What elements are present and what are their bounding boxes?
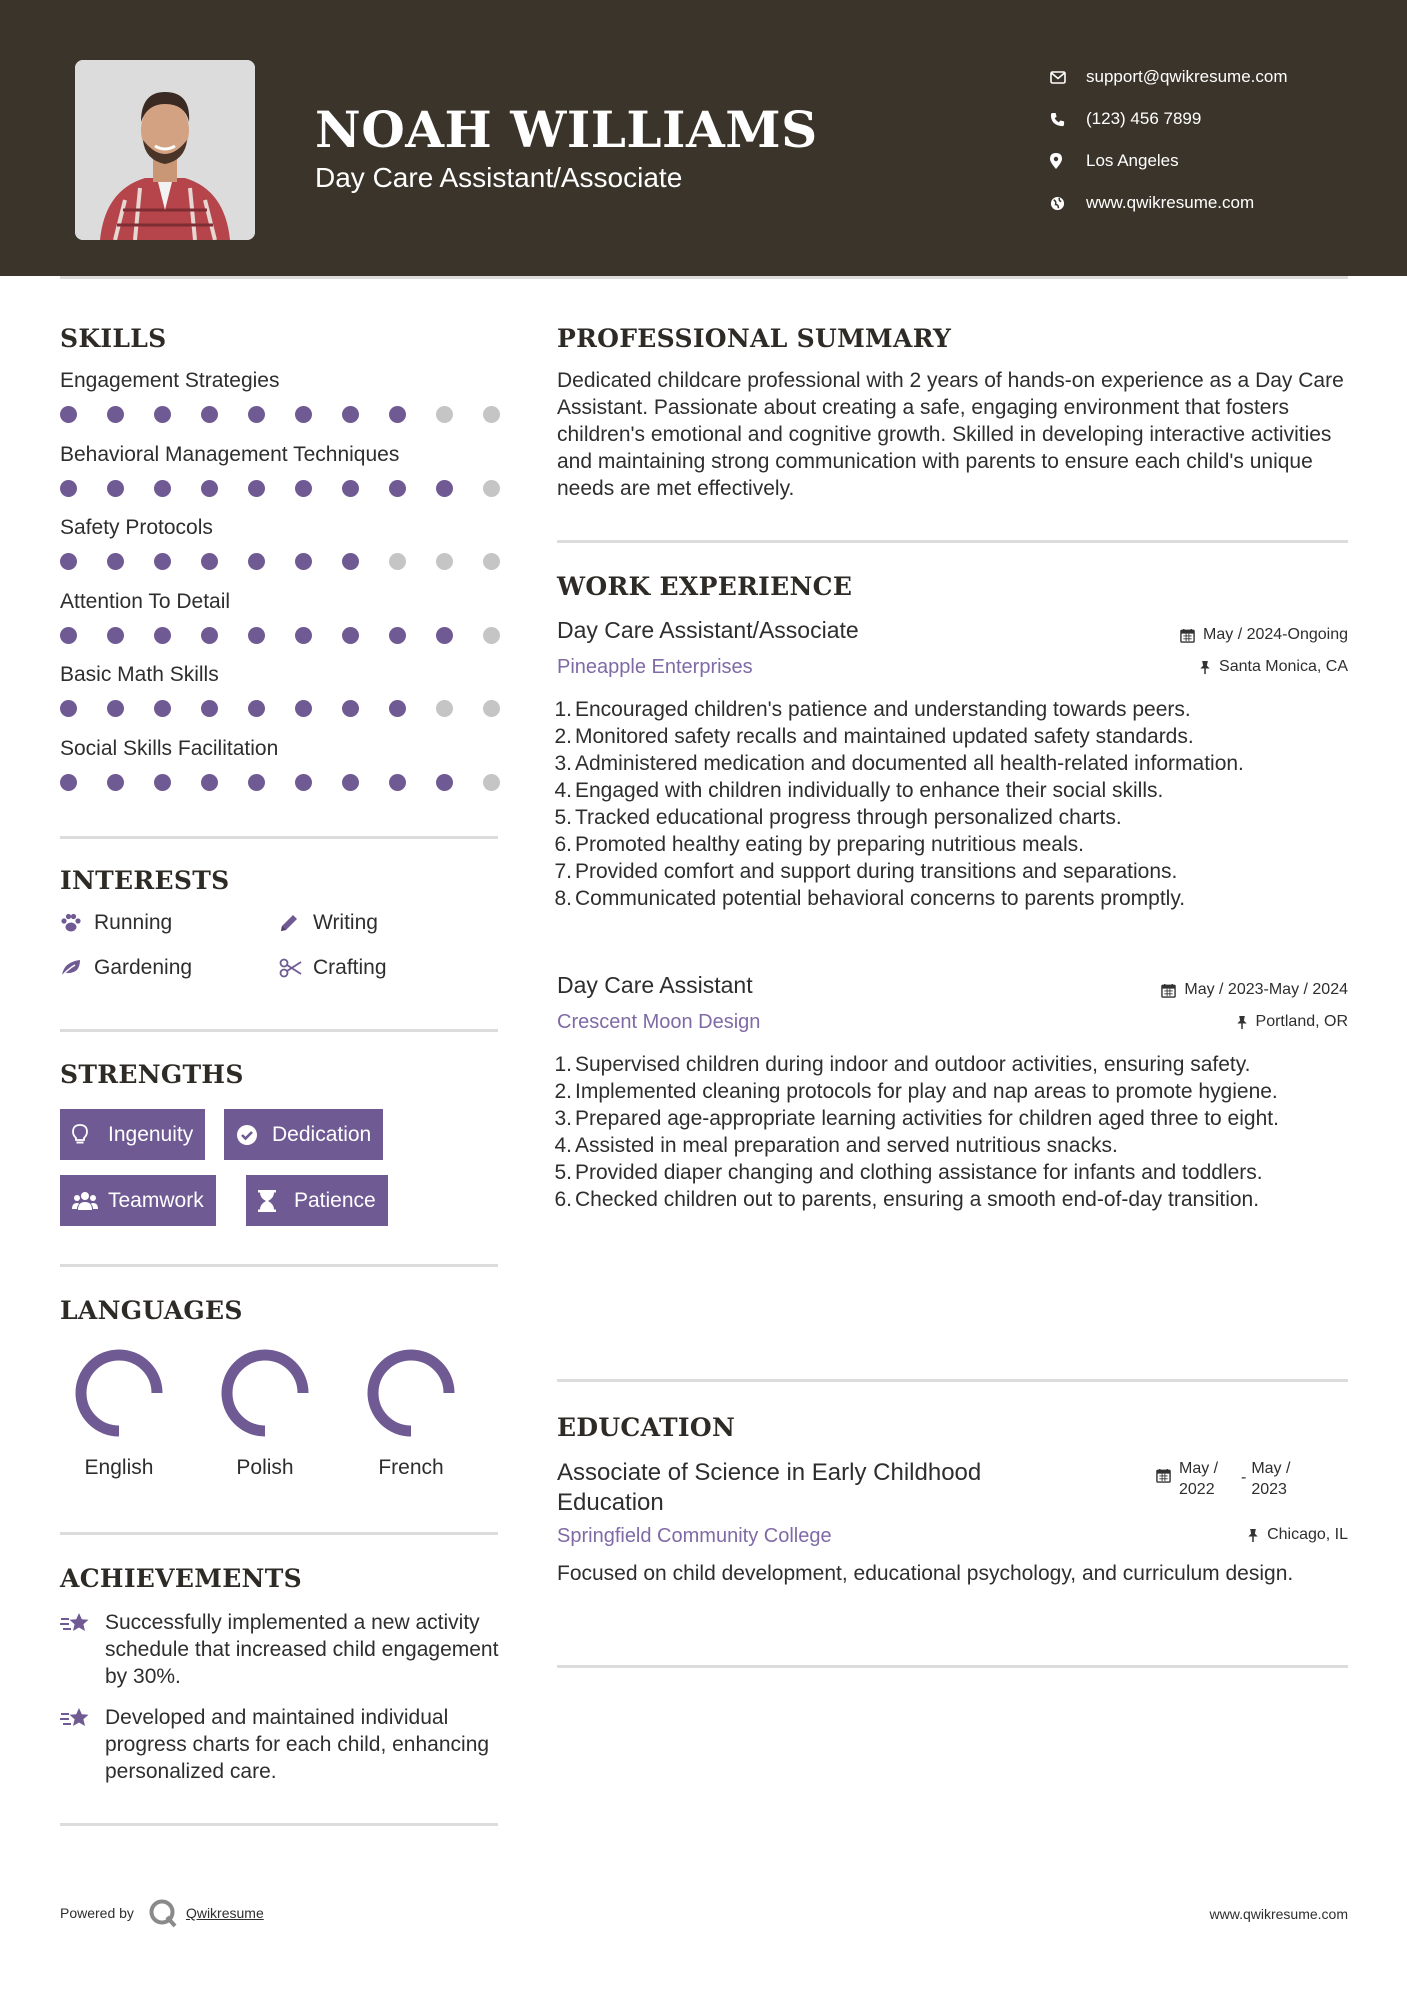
scissors-icon xyxy=(279,958,313,978)
rating-dot-filled xyxy=(201,480,218,497)
rating-dot-filled xyxy=(154,700,171,717)
strength-badge-patience xyxy=(246,1175,388,1226)
language-label: French xyxy=(378,1456,444,1479)
responsibility-text: Implemented cleaning protocols for play and nap areas to promote hygiene. xyxy=(575,1080,1278,1103)
strengths-heading: STRENGTHS xyxy=(60,1060,244,1089)
header-divider xyxy=(60,276,1348,279)
rating-dot-filled xyxy=(248,553,265,570)
strength-badge-ingenuity xyxy=(60,1109,205,1160)
rating-dot-filled xyxy=(60,700,77,717)
rating-dot-filled xyxy=(436,774,453,791)
responsibility-text: Tracked educational progress through personalized charts. xyxy=(575,806,1122,829)
education-description: Focused on child development, educational psychology, and curriculum design. xyxy=(557,1562,1294,1585)
rating-dot-filled xyxy=(107,553,124,570)
rating-dot-filled xyxy=(201,553,218,570)
skill-name: Social Skills Facilitation xyxy=(60,737,279,760)
rating-dot-empty xyxy=(483,480,500,497)
rating-dot-filled xyxy=(295,700,312,717)
language-gauge xyxy=(366,1348,456,1438)
rating-dot-filled xyxy=(248,700,265,717)
responsibility-text: Prepared age-appropriate learning activities for children aged three to eight. xyxy=(575,1107,1279,1130)
rating-dot-filled xyxy=(389,774,406,791)
rating-dot-filled xyxy=(389,700,406,717)
rating-dot-filled xyxy=(154,553,171,570)
skill-rating xyxy=(60,774,500,791)
responsibility-text: Provided comfort and support during transitions and separations. xyxy=(575,860,1178,883)
users-icon xyxy=(72,1191,100,1211)
achievement-item xyxy=(60,1609,500,1690)
responsibility-text: Administered medication and documented all health-related information. xyxy=(575,752,1244,775)
header-banner xyxy=(0,0,1407,276)
experience-divider xyxy=(557,1379,1348,1382)
language-gauge xyxy=(220,1348,310,1438)
pencil-icon xyxy=(279,913,313,933)
language-item xyxy=(356,1348,466,1480)
rating-dot-filled xyxy=(201,700,218,717)
responsibility-text: Supervised children during indoor and outdoor activities, ensuring safety. xyxy=(575,1053,1251,1076)
qwikresume-link[interactable]: Qwikresume xyxy=(185,1905,264,1921)
rating-dot-filled xyxy=(107,700,124,717)
rating-dot-filled xyxy=(60,627,77,644)
rating-dot-filled xyxy=(389,480,406,497)
responsibility-item xyxy=(550,723,1360,750)
rating-dot-filled xyxy=(342,480,359,497)
job-dates xyxy=(1161,981,1348,999)
job-dates-text: May / 2023-May / 2024 xyxy=(1184,981,1348,998)
rating-dot-filled xyxy=(60,406,77,423)
rating-dot-filled xyxy=(60,774,77,791)
powered-by-label: Powered by xyxy=(60,1905,134,1921)
company-name: Pineapple Enterprises xyxy=(557,656,753,678)
list-number: 7. xyxy=(554,860,572,883)
calendar-icon xyxy=(1180,628,1195,643)
rating-dot-empty xyxy=(436,553,453,570)
skill-name: Safety Protocols xyxy=(60,516,213,539)
rating-dot-filled xyxy=(295,406,312,423)
job-title: Day Care Assistant xyxy=(557,972,753,998)
education-school: Springfield Community College xyxy=(557,1525,832,1547)
responsibility-text: Assisted in meal preparation and served nutritious snacks. xyxy=(575,1134,1118,1157)
job-responsibilities xyxy=(550,1051,1360,1213)
date-separator: - xyxy=(1241,1469,1247,1486)
phone-icon xyxy=(1050,112,1086,127)
contact-website[interactable] xyxy=(1050,182,1288,224)
candidate-title: Day Care Assistant/Associate xyxy=(315,162,683,193)
skill-rating xyxy=(60,700,500,717)
candidate-name: NOAH WILLIAMS xyxy=(315,100,818,159)
interest-writing xyxy=(279,911,378,935)
interests-heading: INTERESTS xyxy=(60,866,230,895)
contact-phone-text: (123) 456 7899 xyxy=(1086,109,1202,128)
contact-phone[interactable] xyxy=(1050,98,1288,140)
rating-dot-filled xyxy=(436,627,453,644)
list-number: 3. xyxy=(554,752,572,775)
paw-icon xyxy=(60,913,94,933)
job-location xyxy=(1199,658,1348,676)
shooting-star-icon xyxy=(60,1704,105,1785)
languages-heading: LANGUAGES xyxy=(60,1296,243,1325)
education-end: May / 2023 xyxy=(1251,1460,1291,1498)
rating-dot-filled xyxy=(342,553,359,570)
responsibility-item xyxy=(550,1186,1360,1213)
contact-email[interactable] xyxy=(1050,56,1288,98)
responsibility-text: Checked children out to parents, ensuring a smooth end-of-day transition. xyxy=(575,1188,1260,1211)
language-gauge-arc xyxy=(373,1355,449,1431)
responsibility-item xyxy=(550,885,1360,912)
responsibility-text: Provided diaper changing and clothing assistance for infants and toddlers. xyxy=(575,1161,1263,1184)
company-name: Crescent Moon Design xyxy=(557,1011,761,1033)
list-number: 1. xyxy=(554,698,572,721)
pushpin-icon xyxy=(1247,1528,1259,1543)
list-number: 3. xyxy=(554,1107,572,1130)
profile-photo xyxy=(75,60,255,240)
envelope-icon xyxy=(1050,71,1086,84)
rating-dot-filled xyxy=(248,406,265,423)
language-label: Polish xyxy=(236,1456,294,1479)
rating-dot-empty xyxy=(389,553,406,570)
interest-crafting xyxy=(279,956,387,980)
rating-dot-filled xyxy=(436,480,453,497)
responsibility-item xyxy=(550,1159,1360,1186)
achievements-heading: ACHIEVEMENTS xyxy=(60,1564,302,1593)
skill-rating xyxy=(60,627,500,644)
contact-website-text: www.qwikresume.com xyxy=(1086,193,1255,212)
job-responsibilities xyxy=(550,696,1360,912)
rating-dot-filled xyxy=(154,627,171,644)
rating-dot-filled xyxy=(389,627,406,644)
strengths-divider xyxy=(60,1264,498,1267)
achievement-text: Successfully implemented a new activity schedule that increased child engagement by 30%. xyxy=(105,1611,499,1688)
rating-dot-filled xyxy=(154,480,171,497)
interest-writing-label: Writing xyxy=(313,911,378,934)
rating-dot-filled xyxy=(295,553,312,570)
contact-location xyxy=(1050,140,1288,182)
responsibility-item xyxy=(550,804,1360,831)
language-gauge-arc xyxy=(81,1355,157,1431)
achievements-divider xyxy=(60,1823,498,1826)
summary-heading: PROFESSIONAL SUMMARY xyxy=(557,324,952,353)
skill-name: Basic Math Skills xyxy=(60,663,219,686)
responsibility-text: Encouraged children's patience and understanding towards peers. xyxy=(575,698,1191,721)
rating-dot-filled xyxy=(389,406,406,423)
job-location-text: Portland, OR xyxy=(1255,1013,1348,1030)
interest-running xyxy=(60,911,172,935)
strength-label-ingenuity: Ingenuity xyxy=(108,1122,194,1146)
lightbulb-icon xyxy=(72,1124,100,1146)
education-heading: EDUCATION xyxy=(557,1413,736,1442)
rating-dot-filled xyxy=(107,480,124,497)
job-dates xyxy=(1180,626,1348,644)
contact-list xyxy=(1050,56,1288,224)
rating-dot-filled xyxy=(201,406,218,423)
languages-divider xyxy=(60,1532,498,1535)
skill-rating xyxy=(60,553,500,570)
rating-dot-filled xyxy=(60,553,77,570)
responsibility-item xyxy=(550,831,1360,858)
experience-heading: WORK EXPERIENCE xyxy=(557,572,853,601)
education-start: May / 2022 xyxy=(1179,1460,1219,1498)
rating-dot-filled xyxy=(295,774,312,791)
responsibility-item xyxy=(550,1051,1360,1078)
calendar-icon xyxy=(1161,983,1176,998)
rating-dot-filled xyxy=(295,627,312,644)
list-number: 1. xyxy=(554,1053,572,1076)
check-circle-icon xyxy=(236,1124,264,1146)
responsibility-item xyxy=(550,777,1360,804)
list-number: 5. xyxy=(554,806,572,829)
skills-heading: SKILLS xyxy=(60,324,167,353)
education-location-text: Chicago, IL xyxy=(1267,1526,1348,1543)
rating-dot-filled xyxy=(342,700,359,717)
skills-divider xyxy=(60,836,498,839)
skill-name: Attention To Detail xyxy=(60,590,231,613)
pushpin-icon xyxy=(1199,660,1211,675)
list-number: 2. xyxy=(554,725,572,748)
shooting-star-icon xyxy=(60,1609,105,1690)
education-location xyxy=(1247,1526,1348,1544)
strength-badge-teamwork xyxy=(60,1175,216,1226)
rating-dot-empty xyxy=(483,406,500,423)
job-dates-text: May / 2024-Ongoing xyxy=(1203,626,1348,643)
language-gauge-arc xyxy=(227,1355,303,1431)
rating-dot-filled xyxy=(342,406,359,423)
responsibility-item xyxy=(550,1105,1360,1132)
strength-label-dedication: Dedication xyxy=(272,1122,372,1146)
list-number: 4. xyxy=(554,779,572,802)
globe-icon xyxy=(1050,196,1086,211)
strength-label-teamwork: Teamwork xyxy=(108,1188,204,1212)
education-dates xyxy=(1156,1458,1301,1500)
skill-rating xyxy=(60,406,500,423)
rating-dot-filled xyxy=(107,627,124,644)
responsibility-item xyxy=(550,1078,1360,1105)
rating-dot-filled xyxy=(342,627,359,644)
rating-dot-filled xyxy=(248,774,265,791)
interest-crafting-label: Crafting xyxy=(313,956,387,979)
rating-dot-filled xyxy=(107,406,124,423)
interest-gardening xyxy=(60,956,192,980)
rating-dot-filled xyxy=(248,627,265,644)
rating-dot-empty xyxy=(483,700,500,717)
responsibility-text: Engaged with children individually to enhance their social skills. xyxy=(575,779,1164,802)
map-pin-icon xyxy=(1050,153,1086,169)
list-number: 4. xyxy=(554,1134,572,1157)
responsibility-text: Monitored safety recalls and maintained updated safety standards. xyxy=(575,725,1194,748)
rating-dot-empty xyxy=(436,700,453,717)
list-number: 5. xyxy=(554,1161,572,1184)
education-degree: Associate of Science in Early Childhood Education xyxy=(557,1459,982,1516)
contact-email-text: support@qwikresume.com xyxy=(1086,67,1288,86)
rating-dot-filled xyxy=(154,774,171,791)
job-location xyxy=(1236,1013,1348,1031)
qwikresume-logo-icon xyxy=(148,1898,178,1928)
rating-dot-filled xyxy=(154,406,171,423)
interests-divider xyxy=(60,1029,498,1032)
list-number: 2. xyxy=(554,1080,572,1103)
responsibility-item xyxy=(550,696,1360,723)
rating-dot-filled xyxy=(201,774,218,791)
job-title: Day Care Assistant/Associate xyxy=(557,617,859,643)
rating-dot-filled xyxy=(248,480,265,497)
rating-dot-filled xyxy=(107,774,124,791)
summary-text: Dedicated childcare professional with 2 years of hands-on experience as a Day Care Assistant. Passionate about creating a safe, engaging environment that fosters children's emotional and cognitive growth. Skilled in developing interactive activities and maintaining strong communication with parents to ensure each child's unique needs are met effectively. xyxy=(557,369,1344,500)
language-item xyxy=(64,1348,174,1480)
list-number: 6. xyxy=(554,833,572,856)
language-label: English xyxy=(84,1456,154,1479)
rating-dot-empty xyxy=(483,774,500,791)
list-number: 6. xyxy=(554,1188,572,1211)
pushpin-icon xyxy=(1236,1015,1248,1030)
skill-name: Engagement Strategies xyxy=(60,369,280,392)
strength-label-patience: Patience xyxy=(294,1188,376,1212)
rating-dot-filled xyxy=(295,480,312,497)
interest-running-label: Running xyxy=(94,911,173,934)
strength-badge-dedication xyxy=(224,1109,383,1160)
language-item xyxy=(210,1348,320,1480)
rating-dot-empty xyxy=(483,627,500,644)
rating-dot-empty xyxy=(483,553,500,570)
list-number: 8. xyxy=(554,887,572,910)
leaf-icon xyxy=(60,958,94,978)
responsibility-item xyxy=(550,1132,1360,1159)
achievement-item xyxy=(60,1704,500,1785)
summary-divider xyxy=(557,540,1348,543)
skill-rating xyxy=(60,480,500,497)
responsibility-item xyxy=(550,750,1360,777)
achievement-text: Developed and maintained individual progress charts for each child, enhancing personalized care. xyxy=(105,1706,490,1783)
interest-gardening-label: Gardening xyxy=(94,956,193,979)
rating-dot-filled xyxy=(60,480,77,497)
responsibility-item xyxy=(550,858,1360,885)
education-divider xyxy=(557,1665,1348,1668)
language-gauge xyxy=(74,1348,164,1438)
job-location-text: Santa Monica, CA xyxy=(1219,658,1348,675)
responsibility-text: Promoted healthy eating by preparing nutritious meals. xyxy=(575,833,1084,856)
contact-location-text: Los Angeles xyxy=(1086,151,1179,170)
responsibility-text: Communicated potential behavioral concerns to parents promptly. xyxy=(575,887,1186,910)
rating-dot-filled xyxy=(342,774,359,791)
rating-dot-filled xyxy=(201,627,218,644)
footer-powered xyxy=(60,1898,264,1928)
rating-dot-empty xyxy=(436,406,453,423)
footer-url[interactable]: www.qwikresume.com xyxy=(1209,1906,1348,1922)
skill-name: Behavioral Management Techniques xyxy=(60,443,400,466)
calendar-icon xyxy=(1156,1468,1171,1483)
hourglass-icon xyxy=(258,1190,286,1212)
